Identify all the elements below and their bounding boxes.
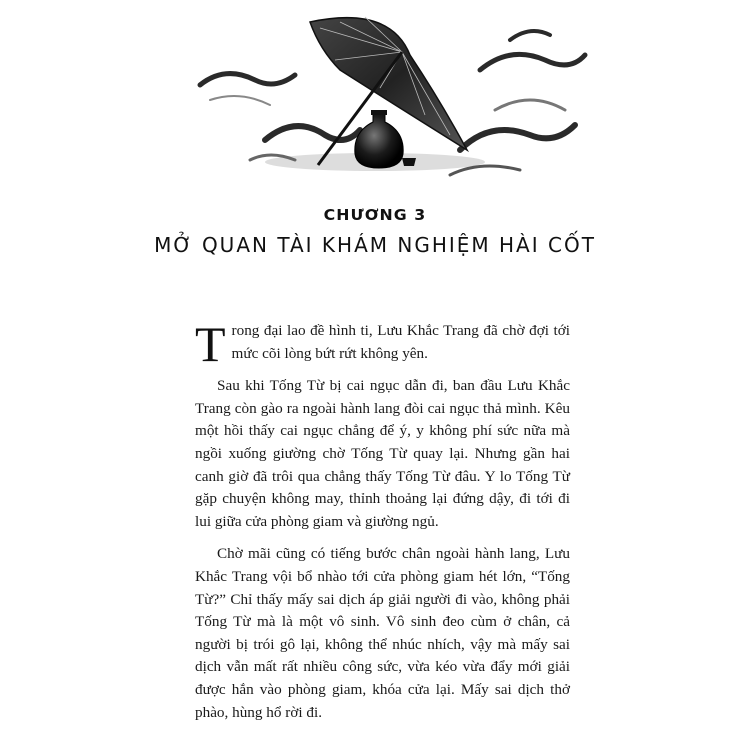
chapter-body <box>195 316 570 734</box>
drop-cap: T <box>195 316 226 372</box>
paragraph-3: Chờ mãi cũng có tiếng bước chân ngoài hành lang, Lưu Khắc Trang vội bổ nhào tới cửa phòng giam hét lớn, “Tống Từ?” Chỉ thấy mấy sai dịch áp giải người đi vào, không phải Tống Từ mà là một vô sinh. Vô sinh đeo cùm ở chân, cả người bị trói gô lại, không thể nhúc nhích, vậy mà mấy sai dịch vẫn mất rất nhiều công sức, vừa kéo vừa đẩy mới giải được hắn vào phòng giam, khóa cửa lại. Mấy sai dịch thở phào, hùng hổ rời đi. <box>195 545 570 721</box>
umbrella-wine-jar-illustration <box>180 10 600 185</box>
chapter-label: CHƯƠNG 3 <box>323 206 427 224</box>
chapter-title: MỞ QUAN TÀI KHÁM NGHIỆM HÀI CỐT <box>154 233 596 257</box>
paragraph-1-text: rong đại lao đề hình ti, Lưu Khắc Trang đã chờ đợi tới mức cõi lòng bứt rứt không yên. <box>231 322 570 362</box>
paragraph-1 <box>195 316 570 372</box>
paragraph-2: Sau khi Tống Từ bị cai ngục dẫn đi, ban đầu Lưu Khắc Trang còn gào ra ngoài hành lang đòi cai ngục thả mình. Kêu một hồi thấy cai ngục chẳng để ý, y không phí sức nữa mà ngồi xuống giường chờ Tống Từ quay lại. Nhưng gần hai canh giờ đã trôi qua chẳng thấy Tống Từ đâu. Y lo Tống Từ gặp chuyện không may, thỉnh thoảng lại đứng dậy, đi tới đi lui giữa cửa phòng giam và giường ngủ. <box>195 377 570 530</box>
